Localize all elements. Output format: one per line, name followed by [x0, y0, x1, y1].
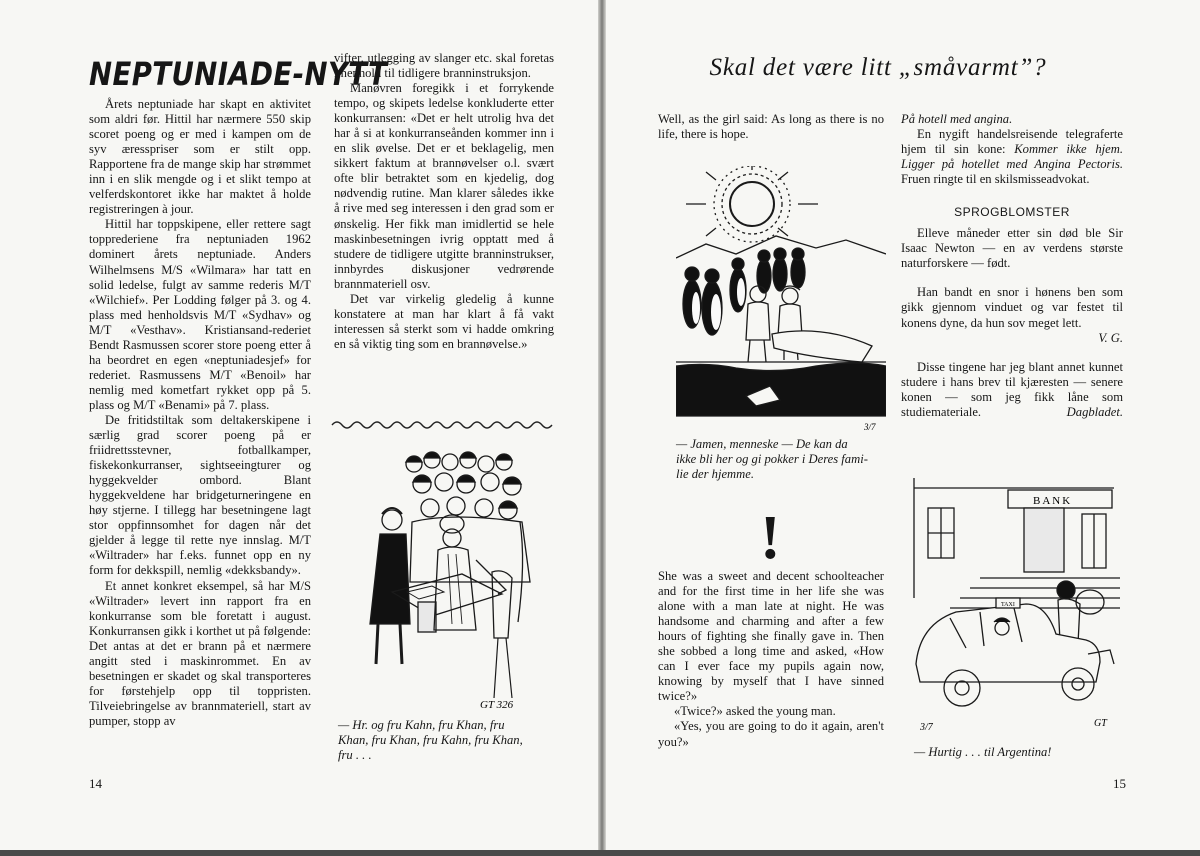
- joke-page-title: Skal det være litt „småvarmt”?: [709, 54, 1047, 81]
- paragraph: Hittil har toppskipene, eller rettere sagt topprederiene fra neptuniaden 1962 dominert årets neptuniade. Anders Wilhelmsens M/S «Wilmara» har tatt en solid ledelse, fulgt av samme rederis M/T «Wilchief». Per Lodding følger på 3. og 4. plass med henholdsvis M/T «Sydhav» og M/T «Vesthav». Kristiansand-rederiet Bendt Rasmussen scorer store poeng etter å ha beordret en egen «neptuniadesjef» for rederiet. Rasmussens M/T «Benoil» har nemlig med kometfart rykket opp på 5. plass og M/T «Benami» på 7. plass.: [89, 217, 311, 412]
- spacer: [901, 346, 1123, 360]
- taxi-sign: TAXI: [1001, 602, 1015, 608]
- joke-column-e: [658, 569, 884, 750]
- penguin-cartoon: [676, 166, 886, 432]
- penguin-caption: [676, 437, 888, 482]
- article-column-a: [89, 97, 311, 729]
- source-signature: V. G.: [1098, 330, 1123, 345]
- bank-cartoon-mark: 3/7: [920, 722, 933, 733]
- bank-cartoon-signature: GT: [1094, 718, 1107, 729]
- cartoon-signature: GT 326: [480, 699, 514, 711]
- paragraph: «Yes, you are going to do it again, aren't you?»: [658, 719, 884, 749]
- telegram-text: Kommer ikke hjem. Ligger på hotellet med Angina Pectoris.: [901, 142, 1123, 172]
- caption-line: — Jamen, menneske — De kan da: [676, 437, 848, 451]
- paragraph: [901, 360, 1123, 420]
- paragraph: «Twice?» asked the young man.: [674, 704, 836, 719]
- caption-line: — Hr. og fru Kahn, fru Khan, fru: [338, 718, 505, 732]
- paragraph-text: Disse tingene har jeg blant annet kunnet studere i hans brev til kjæresten — senere konen — som jeg fikk låne som studiemateriale.: [901, 359, 1123, 419]
- page-number-left: 14: [89, 776, 102, 791]
- exclamation-mark: !: [760, 504, 781, 572]
- hotel-text-end: Fruen ringte til en skilsmisseadvokat.: [901, 172, 1090, 187]
- paragraph: Årets neptuniade har skapt en aktivitet som aldri før. Hittil har nærmere 550 skip scoret poeng og er med i kampen om de syv æresspriser som er stilt opp. Rapportene fra de mange skip har strømmet inn i en slik mengde og i et slikt tempo at velferdskontoret ikke har maktet å holde registreringen à jour.: [89, 97, 311, 217]
- hotel-heading: På hotell med angina.: [901, 112, 1013, 126]
- book-fold: [598, 0, 606, 856]
- paragraph: Han bandt en snor i hønens ben som gikk gjennom vinduet og var festet til konens dyne, da hun sov meget lett.: [901, 285, 1123, 330]
- paragraph: Et annet konkret eksempel, så har M/S «Wiltrader» levert inn rapport fra en konkurranse som ble foretatt i august. Konkurransen gikk i korthet ut på følgende: Det antas at det er brann på et nærmere angitt sted i maskinrommet. En av besetningen er skadet og skal transporteres for førstehjelp opp til toppristen. Tilveiebringelse av brannmateriell, start av pumper, stopp av: [89, 578, 311, 728]
- neptuniade-title: NEPTUNIADE-NYTT: [89, 55, 388, 93]
- crowd-cartoon: [352, 442, 552, 712]
- paragraph: Det var virkelig gledelig å kunne konstatere at man har klart å få vakt interessen så sterkt som vi hadde omkring en så viktig ting som en brannøvelse.»: [334, 291, 554, 351]
- sprogblomster-heading: SPROGBLOMSTER: [954, 205, 1070, 220]
- page-number-right: 15: [1113, 776, 1126, 791]
- paragraph: Elleve måneder etter sin død ble Sir Isaac Newton — en av verdens største naturforskere — født.: [901, 226, 1123, 271]
- hotel-text: En nygift handelsreisende telegraferte hjem til sin kone:: [901, 127, 1123, 157]
- caption-line: fru . . .: [338, 748, 372, 762]
- paragraph: Well, as the girl said: As long as there is no life, there is hope.: [658, 112, 884, 142]
- joke-column-c: [658, 112, 884, 142]
- joke-column-d: [901, 112, 1123, 420]
- bank-caption: — Hurtig . . . til Argentina!: [914, 745, 1052, 759]
- crowd-caption: [338, 718, 554, 763]
- crowd-heads: [406, 452, 521, 519]
- article-column-b: [334, 51, 554, 352]
- source-signature: Dagbladet.: [1066, 404, 1123, 419]
- spacer: [901, 271, 1123, 285]
- bank-sign: BANK: [1033, 495, 1073, 507]
- caption-line: lie der hjemme.: [676, 467, 754, 481]
- penguin-cartoon-mark: 3/7: [864, 422, 876, 432]
- wavy-divider: [330, 418, 560, 432]
- paragraph: De fritidstiltak som deltakerskipene i særlig grad scorer poeng på er friidrettsstevner, fotballkamper, fiskekonkurranser, sightseeingturer og hyggekvelder ombord. Blant hyggekveldene har bridgeturneringene en høy stjerne. I tillegg har besetningene lagt stor oppfinnsomhet for dagen når det gjelder å legge til rette nye innslag. M/T «Wiltrader» har f.eks. funnet opp en ny form for dekkspill, nemlig «dekksbandy».: [89, 412, 311, 578]
- book-edge: [0, 850, 1200, 856]
- caption-line: ikke bli her og gi pokker i Deres fami-: [676, 452, 868, 466]
- paragraph: vifter, utlegging av slanger etc. skal foretas i henhold til tidligere branninstruksjon.: [334, 51, 554, 81]
- paragraph: She was a sweet and decent schoolteacher and for the first time in her life she was alone with a man late at night. He was handsome and charming and after a few hours of fighting she finally gave in. Then she sobbed a long time and asked, «How can I ever face my pupils again now, knowing by myself that I have sinned twice?»: [658, 569, 884, 704]
- paragraph: Manøvren foregikk i et forrykende tempo, og skipets ledelse konkluderte etter konkurransen: «Det er helt utrolig hva det har å si at konkurranseånden kommer inn i en slik øvelse. Det er et beklagelig, men sikkert faktum at brannøvelser o.l. svært ofte blir betraktet som en kjedelig, dog nødvendig rutine. Man klarer således ikke å rive med seg interessen i den grad som er ønskelig. Her fikk man imidlertid se hele maskinbesetningen ivrig opptatt med å studere de tidligere utgitte branninstrukser, innbyrdes diskusjoner vedrørende brannmateriell osv.: [334, 81, 554, 291]
- bank-cartoon: [910, 478, 1120, 736]
- hotel-joke: [901, 127, 1123, 187]
- caption-line: Khan, fru Khan, fru Kahn, fru Khan,: [338, 733, 523, 747]
